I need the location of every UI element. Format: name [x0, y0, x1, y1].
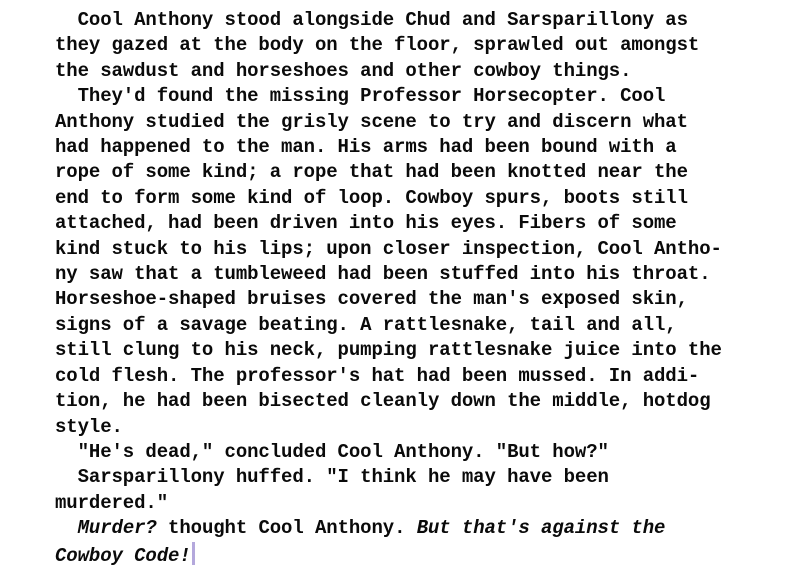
text-segment: Cool Anthony stood alongside Chud and Sarsparillony as: [55, 9, 688, 31]
text-segment: they gazed at the body on the floor, sprawled out amongst: [55, 34, 700, 57]
text-caret: [192, 542, 195, 565]
text-line: [55, 313, 760, 338]
text-segment: murdered.": [55, 491, 169, 514]
text-segment: "He's dead," concluded Cool Anthony. "But how?": [55, 440, 609, 463]
text-line: [55, 186, 760, 211]
text-segment: [55, 517, 78, 539]
text-segment: signs of a savage beating. A rattlesnake, tail and all,: [55, 313, 677, 336]
text-line: [55, 287, 760, 312]
text-segment: Anthony studied the grisly scene to try and discern what: [55, 110, 688, 133]
text-segment: cold flesh. The professor's hat had been mussed. In addi-: [55, 364, 700, 387]
text-line: [55, 160, 760, 185]
text-segment: Murder?: [77, 517, 157, 540]
text-segment: They'd found the missing Professor Horsecopter. Cool: [55, 85, 666, 108]
text-line: [55, 465, 760, 490]
text-segment: had happened to the man. His arms had been bound with a: [55, 136, 677, 159]
text-segment: But that's against the: [416, 517, 666, 540]
text-segment: attached, had been driven into his eyes. Fibers of some: [55, 212, 677, 235]
text-segment: Horseshoe-shaped bruises covered the man's exposed skin,: [55, 288, 688, 311]
text-line: [55, 542, 760, 569]
text-segment: still clung to his neck, pumping rattlesnake juice into the: [55, 339, 722, 362]
text-line: [55, 338, 760, 363]
text-line: [55, 389, 760, 414]
text-segment: Sarsparillony huffed. "I think he may have been: [55, 466, 609, 489]
text-segment: ny saw that a tumbleweed had been stuffed into his throat.: [55, 263, 711, 286]
text-line: [55, 211, 760, 236]
text-line: [55, 84, 760, 109]
text-line: [55, 237, 760, 262]
text-segment: thought Cool Anthony.: [156, 517, 417, 540]
text-segment: the sawdust and horseshoes and other cowboy things.: [55, 59, 632, 82]
text-segment: rope of some kind; a rope that had been knotted near the: [55, 161, 688, 184]
text-line: [55, 491, 760, 516]
text-segment: end to form some kind of loop. Cowboy spurs, boots still: [55, 186, 688, 209]
text-line: [55, 59, 760, 84]
text-line: [55, 440, 760, 465]
text-segment: kind stuck to his lips; upon closer inspection, Cool Antho-: [55, 237, 722, 260]
text-line: [55, 135, 760, 160]
text-line: [55, 8, 760, 33]
text-line: [55, 516, 760, 541]
text-line: [55, 262, 760, 287]
text-line: [55, 110, 760, 135]
text-line: [55, 415, 760, 440]
text-segment: style.: [55, 415, 123, 438]
text-segment: Cowboy Code!: [55, 544, 191, 567]
text-segment: tion, he had been bisected cleanly down the middle, hotdog: [55, 390, 711, 413]
text-line: [55, 33, 760, 58]
text-line: [55, 364, 760, 389]
